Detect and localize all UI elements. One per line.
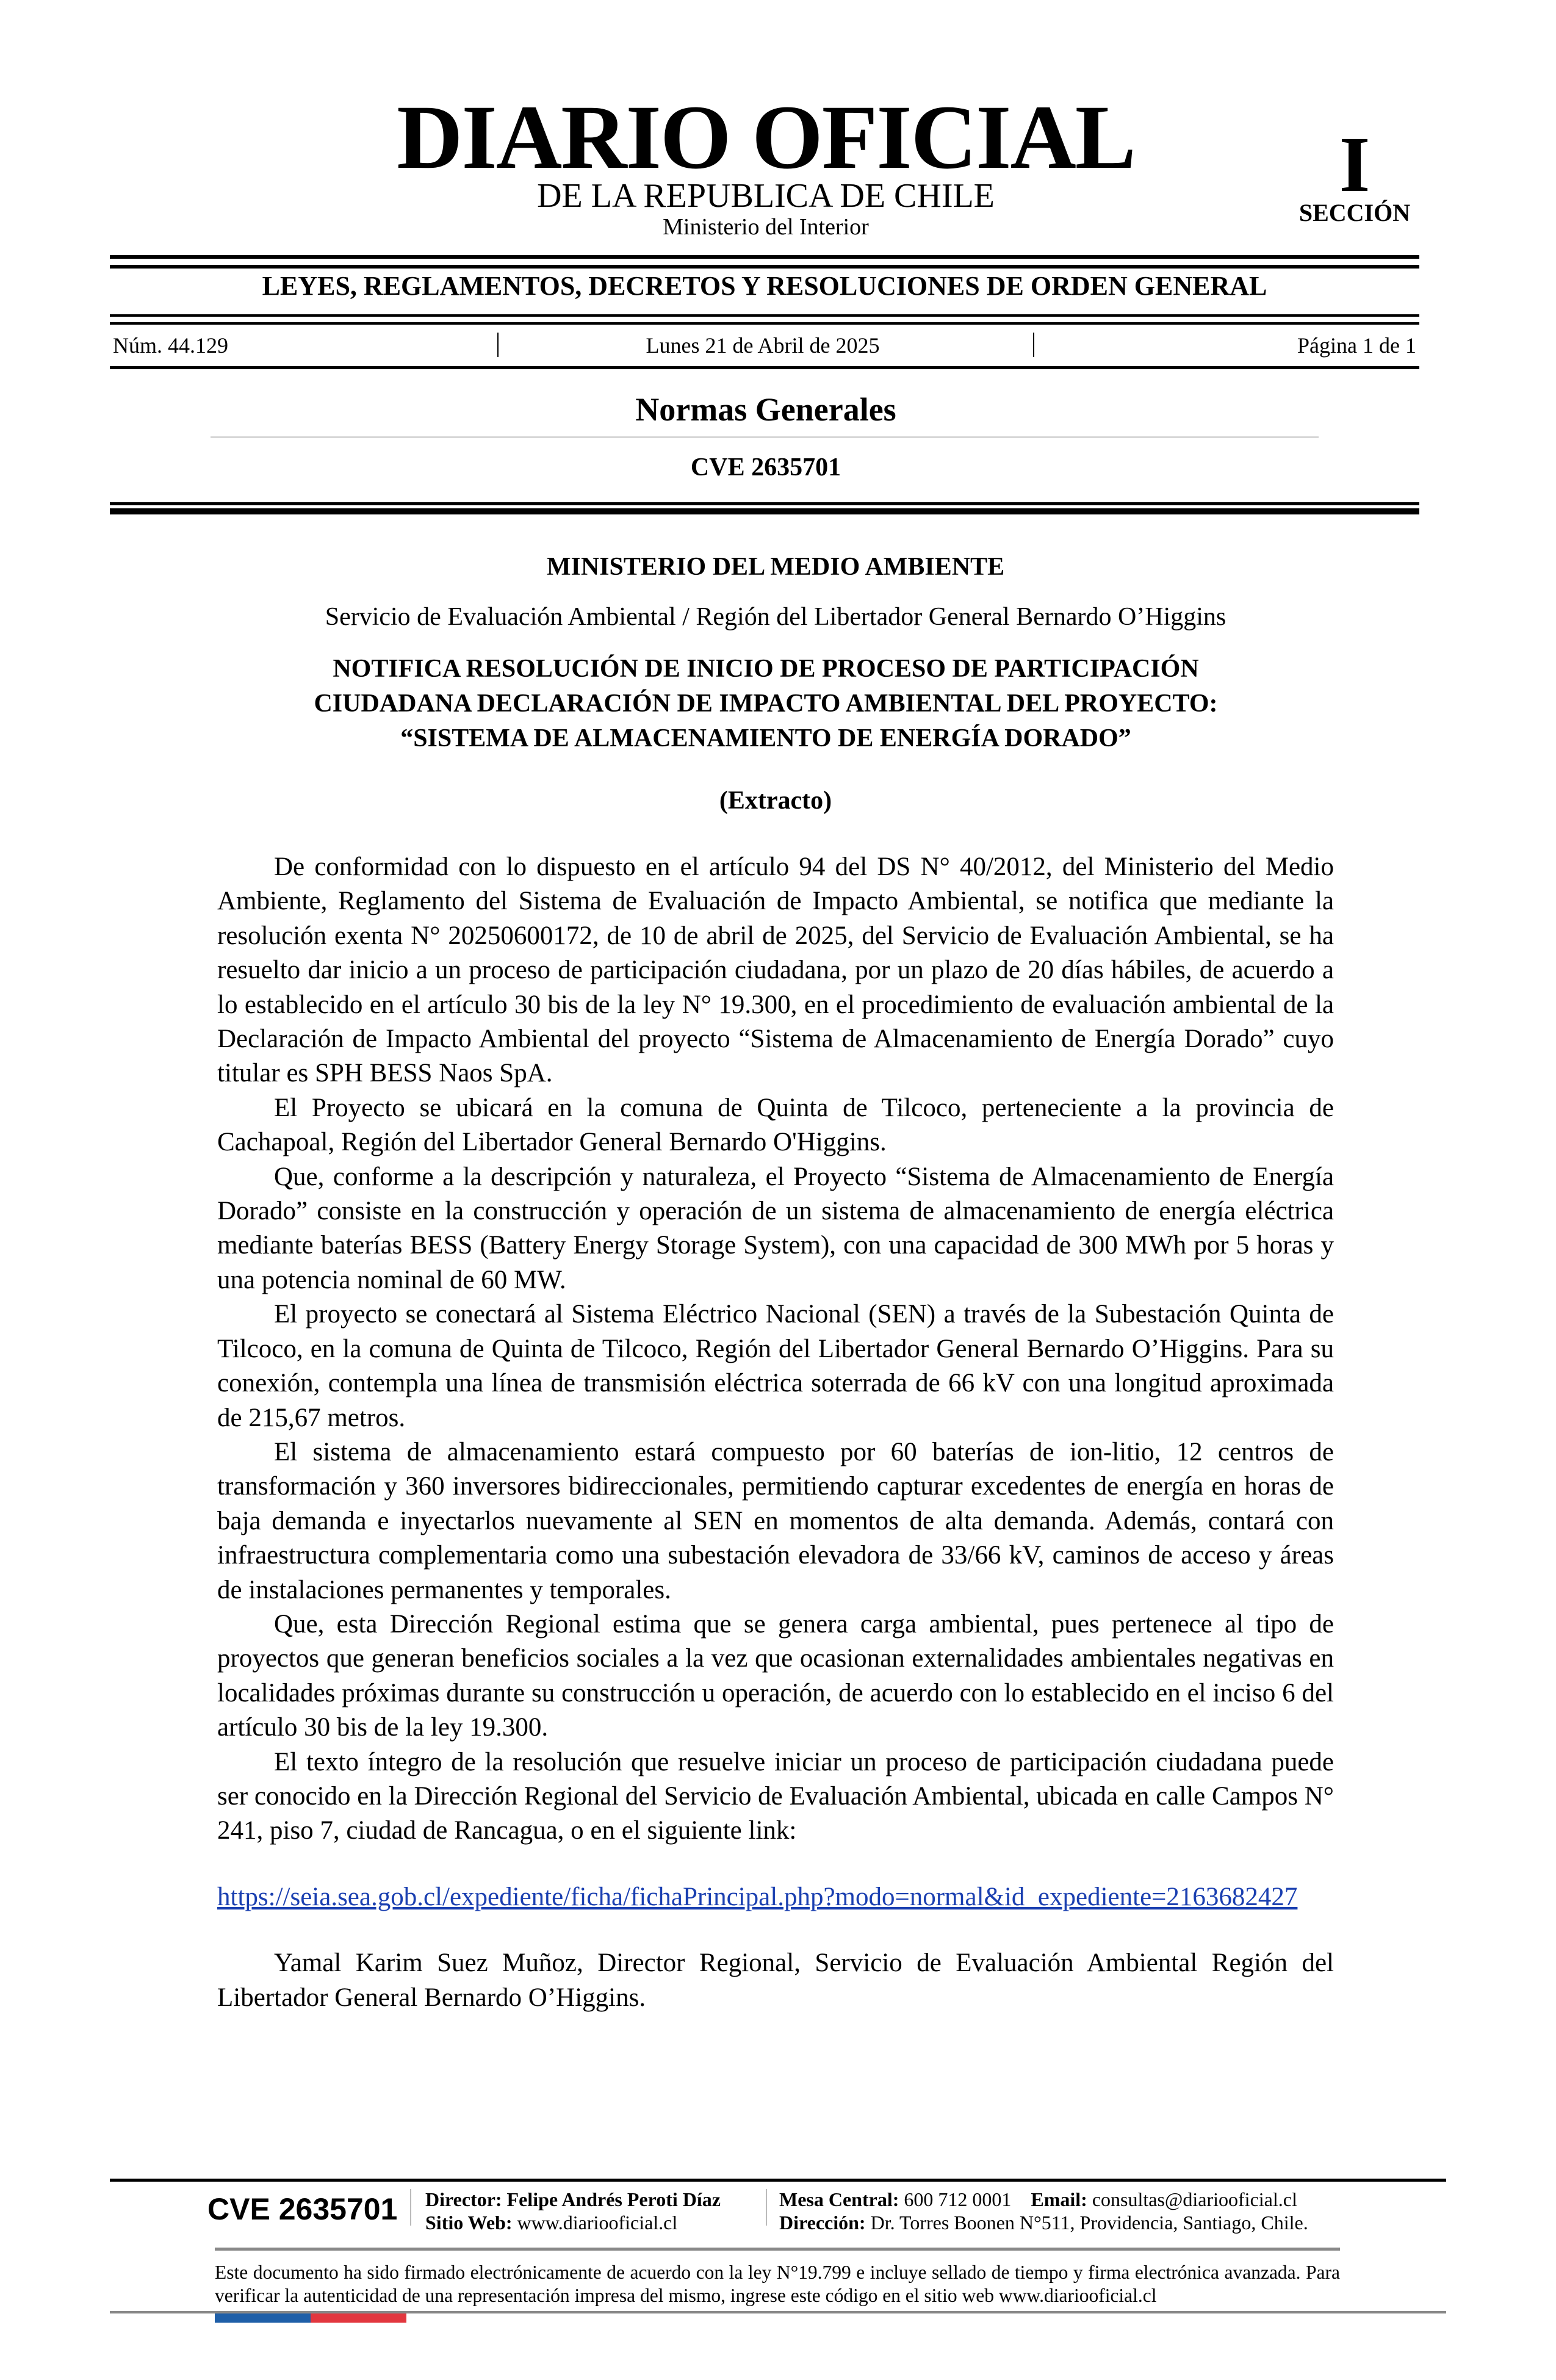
separator: [497, 333, 499, 357]
label: Sitio Web:: [425, 2212, 513, 2234]
masthead-title: DIARIO OFICIAL: [397, 87, 1135, 188]
cve-code: CVE 2635701: [690, 453, 841, 481]
email: consultas@diariooficial.cl: [1092, 2188, 1297, 2210]
label: Email:: [1031, 2188, 1087, 2210]
title-line: CIUDADANA DECLARACIÓN DE IMPACTO AMBIENTAL DEL PROYECTO:: [314, 690, 1218, 718]
masthead-ministry: Ministerio del Interior: [663, 214, 869, 240]
divider: [110, 508, 1419, 514]
phone: 600 712 0001: [904, 2188, 1012, 2210]
paragraph: De conformidad con lo dispuesto en el artículo 94 del DS N° 40/2012, del Ministerio del Medio Ambiente, Reglamento del Sistema de Evaluación de Impacto Ambiental, se notifica que mediante la resolución exenta N° 20250600172, de 10 de abril de 2025, del Servicio de Evaluación Ambiental, se ha resuelto dar inicio a un proceso de participación ciudadana, por un plazo de 20 días hábiles, de acuerdo a lo establecido en el artículo 30 bis de la ley N° 19.300, en el procedimiento de evaluación ambiental de la Declaración de Impacto Ambiental del proyecto “Sistema de Almacenamiento de Energía Dorado” cuyo titular es SPH BESS Naos SpA.: [217, 853, 1334, 1088]
divider: [110, 366, 1419, 369]
issue-number: Núm. 44.129: [113, 333, 228, 358]
separator: [410, 2189, 411, 2226]
flag-blue-bar: [215, 2313, 311, 2323]
issue-meta: [113, 333, 1416, 358]
divider: [110, 255, 1419, 259]
title-line: “SISTEMA DE ALMACENAMIENTO DE ENERGÍA DORADO”: [400, 724, 1131, 752]
rubric-heading: Normas Generales: [635, 391, 896, 428]
director-name: Felipe Andrés Peroti Díaz: [506, 2188, 721, 2210]
divider: [110, 502, 1419, 505]
document-service: Servicio de Evaluación Ambiental / Región del Libertador General Bernardo O’Higgins: [325, 603, 1226, 631]
website: www.diariooficial.cl: [517, 2212, 678, 2234]
paragraph: El proyecto se conectará al Sistema Eléctrico Nacional (SEN) a través de la Subestación Quinta de Tilcoco, en la comuna de Quinta de Tilcoco, Región del Libertador General Bernardo O’Higgins. Para su conexión, contempla una línea de transmisión eléctrica soterrada de 66 kV con una longitud aproximada de 215,67 metros.: [217, 1300, 1334, 1432]
paragraph: Que, esta Dirección Regional estima que se genera carga ambiental, pues pertenece al tipo de proyectos que generan beneficios sociales a la vez que ocasionan externalidades ambientales negativas en localidades próximas durante su construcción u operación, de acuerdo con lo establecido en el inciso 6 del artículo 30 bis de la ley 19.300.: [217, 1609, 1334, 1742]
address: Dr. Torres Boonen N°511, Providencia, Santiago, Chile.: [870, 2212, 1308, 2234]
divider: [110, 265, 1419, 269]
label: Director:: [425, 2188, 502, 2210]
page-indicator: Página 1 de 1: [1297, 333, 1416, 358]
issue-date: Lunes 21 de Abril de 2025: [646, 333, 880, 358]
footer-cve: CVE 2635701: [207, 2192, 398, 2226]
signature: Yamal Karim Suez Muñoz, Director Regional, Servicio de Evaluación Ambiental Región del Libertador General Bernardo O’Higgins.: [217, 1949, 1334, 2012]
section-label: SECCIÓN: [1298, 199, 1411, 226]
paragraph: Que, conforme a la descripción y naturaleza, el Proyecto “Sistema de Almacenamiento de Energía Dorado” consiste en la construcción y operación de un sistema de almacenamiento de energía eléctrica mediante baterías BESS (Battery Energy Storage System), con una capacidad de 300 MWh por 5 horas y una potencia nominal de 60 MW.: [217, 1162, 1334, 1294]
footer-contact-block: [779, 2188, 1308, 2234]
label: Dirección:: [779, 2212, 866, 2234]
document-title: [183, 652, 1349, 756]
footer-divider: [110, 2179, 1446, 2182]
footer-notice: Este documento ha sido firmado electrónicamente de acuerdo con la ley N°19.799 e incluye sellado de tiempo y firma electrónica avanzada. Para verificar la autenticidad de una representación impresa del mismo, ingrese este código en el sitio web www.diariooficial.cl: [215, 2262, 1340, 2306]
document-body: [217, 850, 1334, 2015]
extract-label: (Extracto): [719, 787, 832, 815]
footer-director-block: [425, 2188, 721, 2234]
separator: [1033, 333, 1034, 357]
document-ministry: MINISTERIO DEL MEDIO AMBIENTE: [546, 553, 1005, 581]
masthead-subtitle: DE LA REPUBLICA DE CHILE: [537, 177, 995, 215]
section-number: I: [1339, 121, 1371, 209]
label: Mesa Central:: [779, 2188, 899, 2210]
divider: [211, 436, 1319, 438]
category-heading: LEYES, REGLAMENTOS, DECRETOS Y RESOLUCIONES DE ORDEN GENERAL: [262, 271, 1267, 301]
paragraph: El texto íntegro de la resolución que resuelve iniciar un proceso de participación ciudadana puede ser conocido en la Dirección Regional del Servicio de Evaluación Ambiental, ubicada en calle Campos N° 241, piso 7, ciudad de Rancagua, o en el siguiente link:: [217, 1747, 1334, 1845]
flag-red-bar: [311, 2313, 406, 2323]
paragraph: El Proyecto se ubicará en la comuna de Quinta de Tilcoco, perteneciente a la provincia de Cachapoal, Región del Libertador General Bernardo O'Higgins.: [217, 1093, 1334, 1157]
divider: [110, 322, 1419, 325]
separator: [766, 2189, 767, 2226]
divider: [110, 314, 1419, 317]
title-line: NOTIFICA RESOLUCIÓN DE INICIO DE PROCESO DE PARTICIPACIÓN: [333, 655, 1199, 683]
footer-divider: [215, 2248, 1340, 2251]
paragraph: El sistema de almacenamiento estará compuesto por 60 baterías de ion-litio, 12 centros de transformación y 360 inversores bidireccionales, permitiendo capturar excedentes de energía en horas de baja demanda e inyectarlos nuevamente al SEN en momentos de alta demanda. Además, contará con infraestructura complementaria como una subestación elevadora de 33/66 kV, caminos de acceso y áreas de instalaciones permanentes y temporales.: [217, 1437, 1334, 1604]
resolution-link[interactable]: https://seia.sea.gob.cl/expediente/ficha/fichaPrincipal.php?modo=normal&id_expediente=2163682427: [217, 1882, 1298, 1911]
